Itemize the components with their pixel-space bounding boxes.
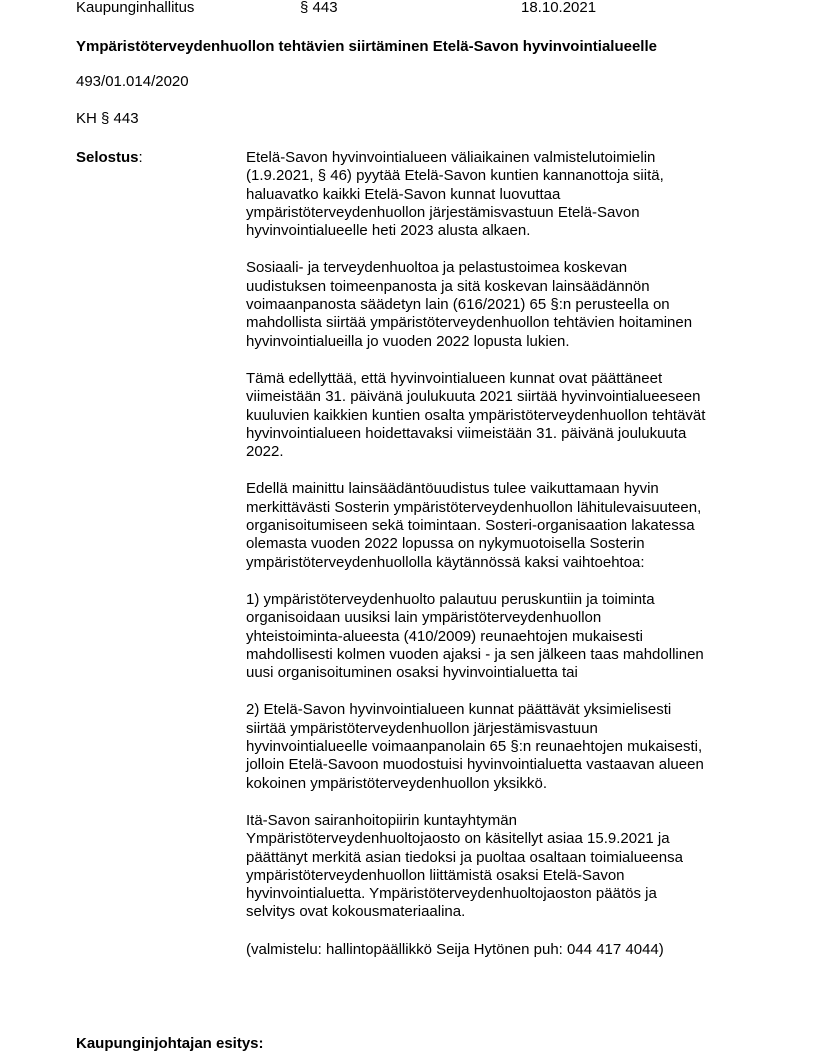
proposal-label: Kaupunginjohtajan esitys:: [76, 1035, 264, 1052]
selostus-label: [76, 149, 143, 166]
paragraph: Tämä edellyttää, että hyvinvointialueen kunnat ovat päättäneet viimeistään 31. päivänä joulukuuta 2021 siirtää hyvinvointialueeseen kuuluvien kaikkien kuntien osalta ympäristöterveydenhuollon tehtävät hyvinvointialueen hoidettavaksi viimeistään 31. päivänä joulukuuta 2022.: [246, 369, 706, 461]
selostus-body: [246, 149, 746, 978]
record-number: 493/01.014/2020: [76, 73, 189, 90]
header-date: 18.10.2021: [521, 0, 597, 16]
kh-reference: KH § 443: [76, 110, 139, 127]
paragraph: Etelä-Savon hyvinvointialueen väliaikainen valmistelutoimielin (1.9.2021, § 46) pyytää Etelä-Savon kuntien kannanottoja siitä, haluavatko kaikki Etelä-Savon kunnat luovuttaa ympäristöterveydenhuollon järjestämisvastuun Etelä-Savon hyvinvointialueelle heti 2023 alusta alkaen.: [246, 149, 664, 240]
paragraph: Sosiaali- ja terveydenhuoltoa ja pelastustoimea koskevan uudistuksen toimeenpanosta ja sitä koskevan lainsäädännön voimaanpanosta säädetyn lain (616/2021) 65 §:n perusteella on mahdollista siirtää ympäristöterveydenhuollon tehtävien hoitaminen hyvinvointialueilla jo vuoden 2022 lopusta lukien.: [246, 259, 693, 350]
paragraph: 2) Etelä-Savon hyvinvointialueen kunnat päättävät yksimielisesti siirtää ympäristöterveydenhuollon järjestämisvastuun hyvinvointialueelle voimaanpanolain 65 §:n reunaehtojen mukaisesti, jolloin Etelä-Savoon muodostuisi hyvinvointialuetta vastaavan alueen kokoinen ympäristöterveydenhuollon yksikkö.: [246, 701, 704, 792]
header-organ: Kaupunginhallitus: [76, 0, 195, 16]
paragraph: Edellä mainittu lainsäädäntöuudistus tulee vaikuttamaan hyvin merkittävästi Sosterin ympäristöterveydenhuollon lähitulevaisuuteen, organisoitumiseen sekä toimintaan. Sosteri-organisaation lakatessa olemasta vuoden 2022 lopussa on nykymuotoisella Sosterin ympäristöterveydenhuollolla käytännössä kaksi vaihtoehtoa:: [246, 480, 702, 571]
paragraph: (valmistelu: hallintopäällikkö Seija Hytönen puh: 044 417 4044): [246, 940, 664, 958]
selostus-label-text: Selostus: [76, 149, 139, 166]
paragraph: 1) ympäristöterveydenhuolto palautuu peruskuntiin ja toiminta organisoidaan uusiksi lain ympäristöterveydenhuollon yhteistoiminta-alueesta (410/2009) reunaehtojen mukaisesti mahdollisesti kolmen vuoden ajaksi - ja sen jälkeen taas mahdollinen uusi organisoituminen osaksi hyvinvointialuetta tai: [246, 590, 704, 682]
paragraph: Itä-Savon sairanhoitopiirin kuntayhtymän Ympäristöterveydenhuoltojaosto on käsitellyt asiaa 15.9.2021 ja päättänyt merkitä asian tiedoksi ja puoltaa osaltaan toimialueensa ympäristöterveydenhuollon liittämistä osaksi Etelä-Savon hyvinvointialuetta. Ympäristöterveydenhuoltojaoston päätös ja selvitys ovat kokousmateriaalina.: [246, 811, 683, 921]
selostus-label-colon: :: [138, 149, 143, 166]
header-section: § 443: [300, 0, 338, 16]
document-title: Ympäristöterveydenhuollon tehtävien siirtäminen Etelä-Savon hyvinvointialueelle: [76, 38, 657, 55]
